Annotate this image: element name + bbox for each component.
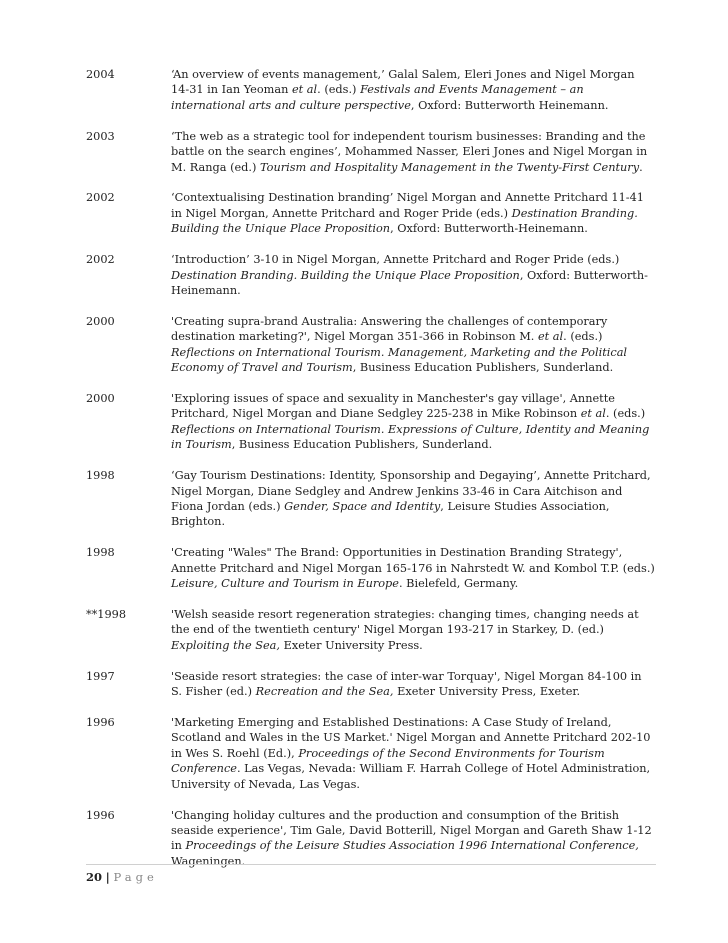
- citation-segment: , Oxford: Butterworth-Heinemann.: [171, 268, 648, 297]
- citation-segment: Exeter University Press.: [279, 638, 423, 652]
- publication-entry: [86, 808, 656, 870]
- citation-segment: 'Creating "Wales" The Brand: Opportunities in Destination Branding Strategy', Annette Pritchard and Nigel Morgan 165-176 in Nahrstedt W. and Kombol T.P. (eds.): [171, 546, 655, 575]
- citation-segment: 'Changing holiday cultures and the production and consumption of the British seaside experience', Tim Gale, David Botterill, Nigel Morgan and Gareth Shaw 1-12 in: [171, 808, 652, 853]
- citation-italic-segment: Destination Branding. Building the Unique Place Proposition: [171, 206, 638, 236]
- publication-entry: [86, 314, 656, 376]
- citation-segment: ‘Contextualising Destination branding’ Nigel Morgan and Annette Pritchard 11-41 in Nigel Morgan, Annette Pritchard and Roger Pride (eds.): [171, 191, 644, 220]
- publication-citation: [171, 808, 656, 870]
- page-number: 20: [86, 870, 103, 884]
- citation-segment: 'Creating supra-brand Australia: Answering the challenges of contemporary destination marketing?', Nigel Morgan 351-366 in Robinson M.: [171, 314, 608, 344]
- publication-citation: [171, 190, 656, 236]
- citation-segment: 'Seaside resort strategies: the case of inter-war Torquay', Nigel Morgan 84-100 in S. Fisher (ed.): [171, 669, 642, 699]
- citation-segment: , Business Education Publishers, Sunderland.: [231, 438, 493, 452]
- publication-entry: [86, 391, 656, 453]
- publication-year: 2000: [86, 392, 115, 405]
- citation-segment: . (eds.): [605, 407, 646, 421]
- citation-italic-segment: Festivals and Events Management – an international arts and culture perspective: [171, 83, 584, 112]
- citation-segment: Exeter University Press, Exeter.: [393, 685, 581, 699]
- publication-year: 2004: [86, 68, 115, 81]
- citation-segment: , Business Education Publishers, Sunderland.: [352, 361, 614, 375]
- citation-segment: . Las Vegas, Nevada: William F. Harrah College of Hotel Administration, University of Nevada, Las Vegas.: [171, 762, 651, 791]
- citation-italic-segment: et al: [580, 407, 606, 421]
- publication-citation: [171, 314, 656, 376]
- citation-italic-segment: Leisure, Culture and Tourism in Europe: [171, 577, 399, 591]
- citation-italic-segment: Proceedings of the Leisure Studies Association 1996 International Conference,: [185, 839, 639, 853]
- publication-entry: [86, 669, 656, 700]
- publication-year: 2000: [86, 314, 115, 328]
- citation-segment: 'Exploring issues of space and sexuality in Manchester's gay village', Annette Pritchard, Nigel Morgan and Diane Sedgley 225-238 in Mike Robinson: [171, 392, 615, 421]
- citation-segment: 'Welsh seaside resort regeneration strategies: changing times, changing needs at the end of the twentieth century' Nigel Morgan 193-217 in Starkey, D. (ed.): [171, 607, 639, 637]
- citation-italic-segment: Destination Branding. Building the Unique Place Proposition: [171, 268, 520, 282]
- page-label: Page: [113, 870, 158, 884]
- publication-year: 1997: [86, 669, 115, 683]
- publication-entry: [86, 190, 656, 236]
- publication-year: 1998: [86, 469, 115, 483]
- publication-citation: [171, 715, 656, 792]
- publication-citation: [171, 545, 656, 591]
- citation-segment: , Oxford: Butterworth Heinemann.: [410, 98, 609, 112]
- publication-entry: [86, 545, 656, 591]
- publication-citation: [171, 129, 656, 175]
- citation-italic-segment: Reflections on International Tourism. Expressions of Culture, Identity and Meaning in Tourism: [171, 422, 650, 452]
- publication-year: **1998: [86, 607, 127, 621]
- citation-italic-segment: Exploiting the Sea,: [171, 638, 280, 652]
- citation-italic-segment: Tourism and Hospitality Management in the Twenty-First Century: [260, 160, 640, 174]
- citation-segment: . (eds.): [317, 83, 361, 97]
- citation-italic-segment: Recreation and the Sea,: [255, 685, 394, 699]
- publication-citation: [171, 391, 656, 453]
- page-footer: [86, 870, 158, 884]
- publication-citation: [171, 67, 656, 113]
- citation-segment: Wageningen.: [171, 854, 246, 868]
- publication-year: 2003: [86, 129, 115, 143]
- publication-entry: [86, 129, 656, 175]
- citation-segment: .: [639, 160, 643, 174]
- citation-segment: 'Marketing Emerging and Established Destinations: A Case Study of Ireland, Scotland and Wales in the US Market.' Nigel Morgan and Annette Pritchard 202-10 in Wes S. Roehl (Ed.),: [171, 716, 651, 760]
- publication-entry: [86, 252, 656, 298]
- publication-year: 1998: [86, 546, 115, 560]
- publication-entry: [86, 67, 656, 113]
- citation-segment: , Oxford: Butterworth-Heinemann.: [390, 222, 588, 236]
- citation-segment: ‘Gay Tourism Destinations: Identity, Sponsorship and Degaying’, Annette Pritchard, Nigel Morgan, Diane Sedgley and Andrew Jenkins 33-46 in Cara Aitchison and Fiona Jordan (eds.): [171, 469, 651, 513]
- publication-year: 2002: [86, 253, 115, 267]
- publication-citation: [171, 468, 656, 530]
- publication-citation: [171, 252, 656, 298]
- publication-year: 1996: [86, 808, 115, 822]
- citation-segment: . (eds.): [563, 330, 603, 344]
- citation-segment: ‘The web as a strategic tool for independent tourism businesses: Branding and the battle on the search engines’, Mohammed Nasser, Eleri Jones and Nigel Morgan in M. Ranga (ed.): [171, 129, 648, 174]
- citation-italic-segment: Reflections on International Tourism. Management, Marketing and the Political Economy of Travel and Tourism: [171, 345, 628, 375]
- footer-divider: [86, 864, 656, 865]
- publication-entry: [86, 468, 656, 530]
- footer-separator: |: [105, 870, 110, 884]
- citation-segment: ‘Introduction’ 3-10 in Nigel Morgan, Annette Pritchard and Roger Pride (eds.): [171, 253, 620, 267]
- publication-citation: [171, 669, 656, 700]
- citation-italic-segment: Gender, Space and Identity: [284, 499, 441, 513]
- citation-italic-segment: Proceedings of the Second Environments for Tourism Conference: [171, 746, 605, 776]
- citation-segment: . Bielefeld, Germany.: [398, 577, 519, 591]
- citation-italic-segment: et al: [291, 83, 318, 97]
- citation-italic-segment: et al: [537, 330, 564, 344]
- citation-segment: , Leisure Studies Association, Brighton.: [171, 499, 610, 529]
- publication-year: 2002: [86, 191, 115, 205]
- citation-segment: ‘An overview of events management,’ Galal Salem, Eleri Jones and Nigel Morgan 14-31 in Ian Yeoman: [171, 68, 635, 97]
- publication-year: 1996: [86, 716, 115, 729]
- publication-entry: [86, 607, 656, 653]
- publication-list: [86, 67, 656, 885]
- publication-citation: [171, 607, 656, 653]
- publication-entry: [86, 715, 656, 792]
